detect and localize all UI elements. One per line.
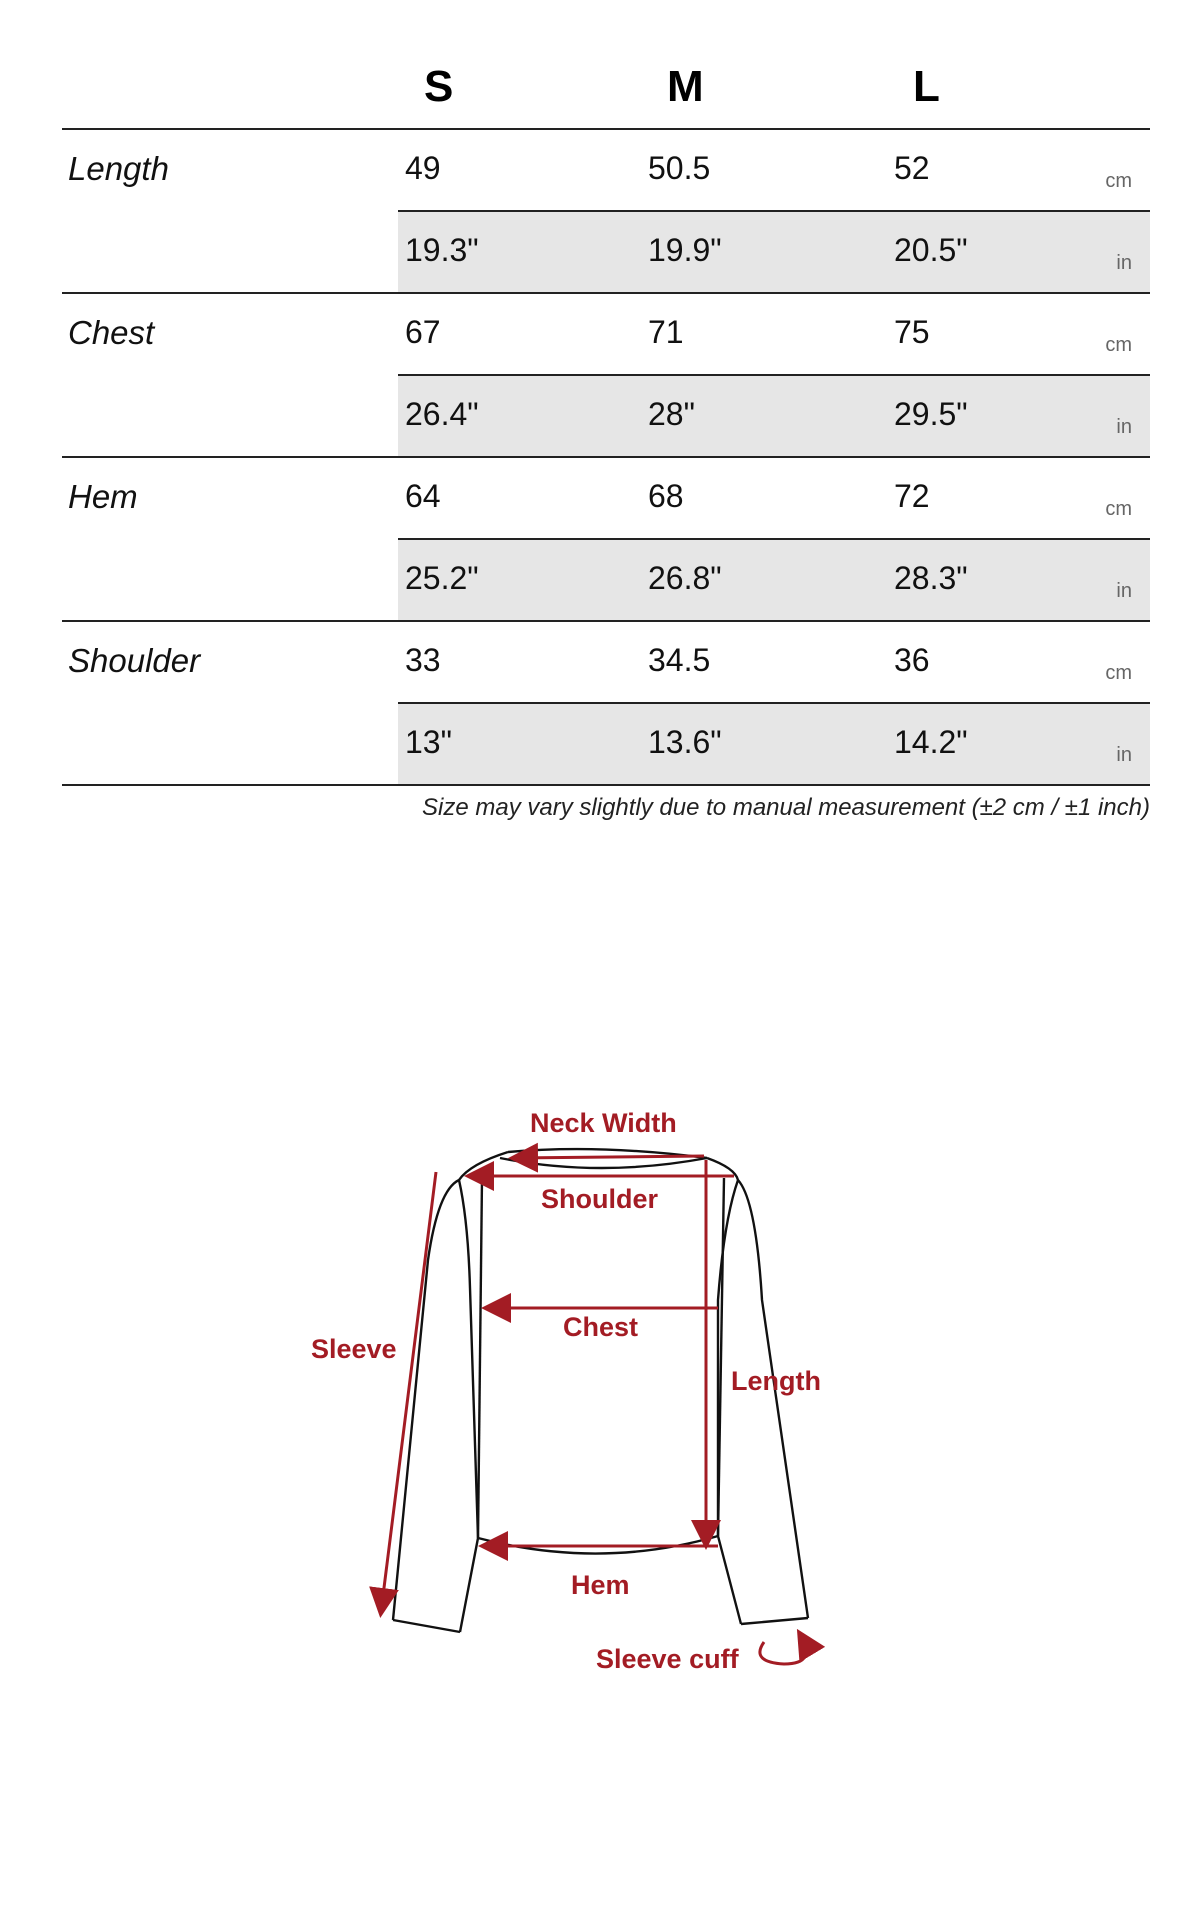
cell-m-in: 26.8": [648, 560, 722, 596]
cell-l-in: 14.2": [894, 724, 968, 760]
row-in: [398, 540, 1150, 620]
unit-cm: cm: [1105, 170, 1132, 192]
cell-l-in: 29.5": [894, 396, 968, 432]
label-shoulder: Shoulder: [541, 1184, 659, 1214]
right-sleeve-cuff: [741, 1618, 808, 1624]
cell-l-cm: 72: [894, 478, 930, 514]
label-length: Length: [731, 1366, 821, 1396]
unit-in: in: [1116, 252, 1132, 274]
cell-s-cm: 67: [405, 314, 441, 350]
unit-cm: cm: [1105, 334, 1132, 356]
size-header-m: M: [667, 62, 704, 111]
row-in: [398, 704, 1150, 784]
cell-s-cm: 49: [405, 150, 441, 186]
right-sleeve-outer: [738, 1180, 808, 1618]
cell-m-in: 19.9": [648, 232, 722, 268]
row-cm: [398, 294, 1150, 376]
cell-s-in: 26.4": [405, 396, 479, 432]
measure-name: Hem: [68, 478, 138, 515]
neckline: [500, 1158, 707, 1168]
unit-in: in: [1116, 744, 1132, 766]
cell-m-cm: 50.5: [648, 150, 711, 186]
cell-m-in: 28": [648, 396, 695, 432]
label-sleeve-cuff: Sleeve cuff: [596, 1644, 739, 1674]
unit-in: in: [1116, 580, 1132, 602]
cell-l-cm: 75: [894, 314, 930, 350]
garment-measurement-diagram: [0, 1080, 1200, 1700]
cell-l-cm: 36: [894, 642, 930, 678]
row-cm: [398, 622, 1150, 704]
label-sleeve: Sleeve: [311, 1334, 397, 1364]
measure-group-chest: [62, 294, 1150, 458]
measure-group-length: [62, 130, 1150, 294]
left-body-side: [478, 1178, 482, 1538]
unit-cm: cm: [1105, 662, 1132, 684]
size-header-row: [62, 0, 1150, 130]
measurement-note: Size may vary slightly due to manual measurement (±2 cm / ±1 inch): [422, 794, 1150, 821]
measure-group-shoulder: [62, 622, 1150, 786]
cell-s-cm: 33: [405, 642, 441, 678]
cell-m-cm: 34.5: [648, 642, 711, 678]
measure-name: Chest: [68, 314, 155, 351]
sleeve-cuff-arrow: [760, 1634, 806, 1664]
cell-m-cm: 71: [648, 314, 684, 350]
sleeve-arrow: [381, 1172, 436, 1612]
row-in: [398, 212, 1150, 292]
label-chest: Chest: [563, 1312, 639, 1342]
cell-m-cm: 68: [648, 478, 684, 514]
size-header-l: L: [913, 62, 940, 111]
left-sleeve-inner: [459, 1180, 478, 1632]
cell-s-in: 13": [405, 724, 452, 760]
cell-s-in: 19.3": [405, 232, 479, 268]
unit-cm: cm: [1105, 498, 1132, 520]
cell-m-in: 13.6": [648, 724, 722, 760]
size-chart-table: [62, 0, 1150, 786]
left-sleeve-cuff: [393, 1620, 460, 1632]
row-in: [398, 376, 1150, 456]
cell-l-in: 28.3": [894, 560, 968, 596]
measure-name: Length: [68, 150, 169, 187]
size-header-s: S: [424, 62, 454, 111]
cell-s-in: 25.2": [405, 560, 479, 596]
measure-name: Shoulder: [68, 642, 201, 679]
cell-l-cm: 52: [894, 150, 930, 186]
cell-l-in: 20.5": [894, 232, 968, 268]
cell-s-cm: 64: [405, 478, 441, 514]
unit-in: in: [1116, 416, 1132, 438]
neck-width-arrow: [514, 1156, 704, 1158]
label-neck-width: Neck Width: [530, 1108, 677, 1138]
measure-group-hem: [62, 458, 1150, 622]
right-sleeve-inner: [718, 1180, 741, 1624]
row-cm: [398, 130, 1150, 212]
row-cm: [398, 458, 1150, 540]
label-hem: Hem: [571, 1570, 630, 1600]
